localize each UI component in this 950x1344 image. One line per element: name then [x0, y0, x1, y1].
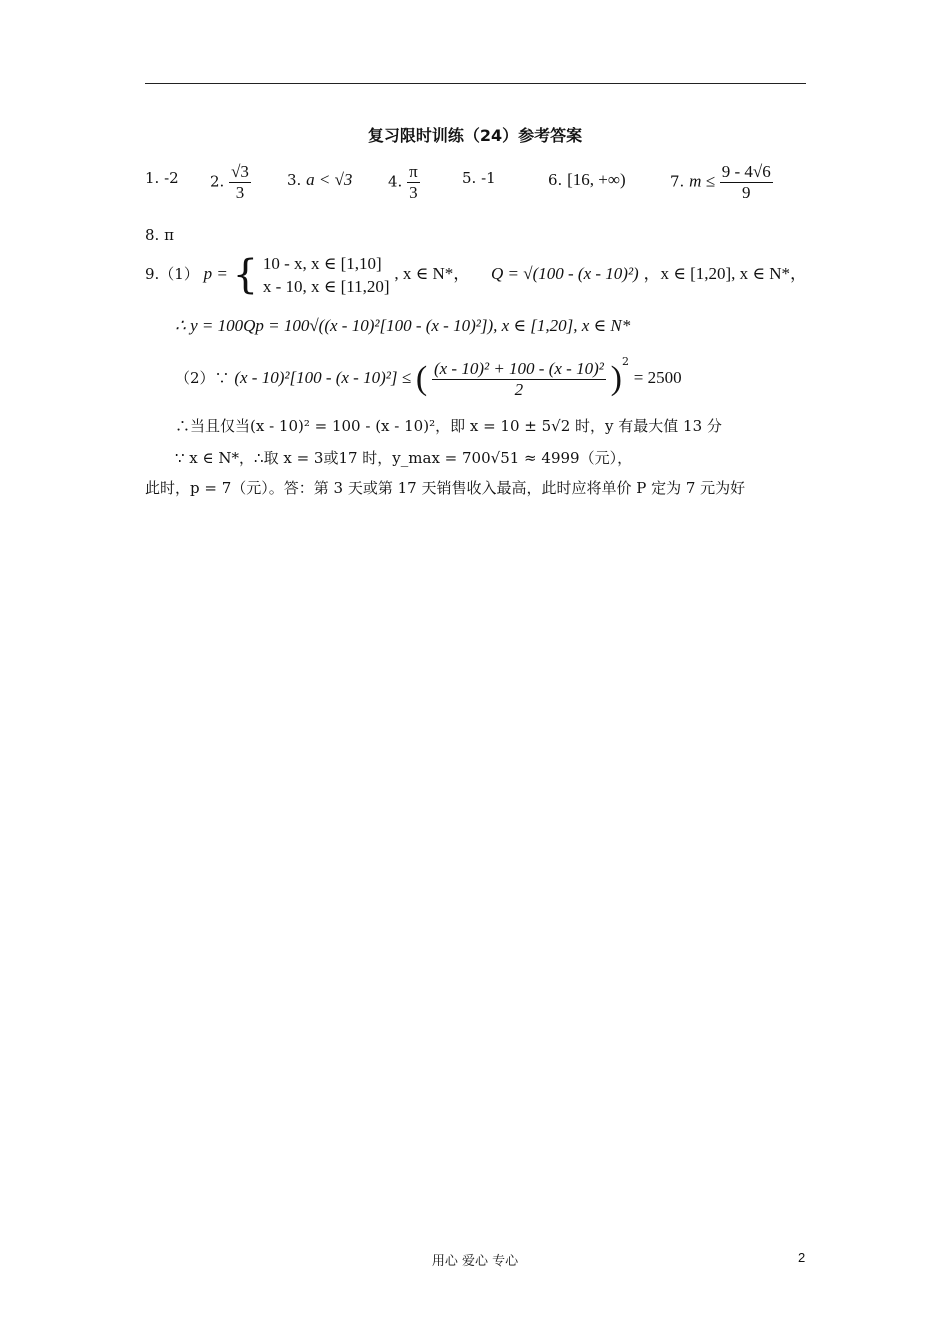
right-paren-icon: ): [610, 360, 622, 397]
q9-part2-label: （2）∵: [175, 369, 230, 387]
answer-2-denominator: 3: [235, 183, 245, 202]
p-tail: , x ∈ N*，: [394, 264, 471, 283]
part2-lhs: (x - 10)²[100 - (x - 10)²] ≤: [234, 368, 412, 387]
part2-numerator: (x - 10)² + 100 - (x - 10)²: [433, 358, 604, 378]
page-title: 复习限时训练（24）参考答案: [367, 126, 583, 145]
answer-2: [210, 162, 251, 203]
q9-part2: [175, 352, 682, 400]
y-definition: ∴ y = 100Qp = 100√((x - 10)²[100 - (x - 10)²]), x ∈ [1,20], x ∈ N*: [175, 316, 631, 335]
answer-4: [388, 162, 420, 203]
answer-5: 5. -1: [462, 169, 496, 187]
answer-6-expr: [16, +∞): [567, 170, 626, 189]
answer-4-fraction: [407, 162, 420, 203]
part2-denominator: 2: [514, 379, 524, 399]
answer-8: 8. π: [145, 226, 174, 244]
answer-7-fraction: [720, 162, 773, 203]
answer-1: 1. -2: [145, 169, 179, 187]
header-rule: [145, 83, 806, 84]
final-answer: 此时，p = 7（元）。答：第 3 天或第 17 天销售收入最高，此时应将单价 P 定为 7 元为好: [145, 479, 746, 497]
q-expr: Q = √(100 - (x - 10)²): [491, 264, 639, 283]
p-case-2: x - 10, x ∈ [11,20]: [262, 277, 390, 296]
q9-part1-label: 9.（1）: [145, 265, 199, 283]
answer-3: [287, 170, 352, 190]
p-case-1: 10 - x, x ∈ [1,10]: [262, 254, 382, 273]
answer-6: [548, 170, 626, 190]
part2-fraction: [432, 359, 606, 400]
square-exponent: 2: [621, 355, 629, 368]
footer-motto: 用心 爱心 专心: [431, 1254, 519, 1269]
answer-4-numerator: π: [409, 162, 418, 181]
equality-condition: ∴当且仅当(x - 10)² = 100 - (x - 10)²，即 x = 10 ± 5√2 时，y 有最大值 13 分: [175, 417, 722, 435]
answer-3-expr: a < √3: [306, 170, 353, 189]
answer-4-denominator: 3: [409, 183, 418, 202]
q-tail: ，x ∈ [1,20], x ∈ N*，: [643, 264, 808, 283]
answer-7: [670, 162, 773, 203]
page-number: 2: [798, 1250, 806, 1265]
integer-choice: ∵ x ∈ N*，∴取 x = 3或17 时，y_max = 700√51 ≈ 4999（元），: [175, 449, 633, 467]
answer-7-numerator: 9 - 4√6: [721, 162, 771, 181]
left-brace-icon: {: [232, 252, 259, 298]
answer-2-fraction: [229, 162, 251, 203]
answer-7-label: 7.: [670, 172, 685, 191]
answer-7-lhs: m ≤: [689, 171, 715, 191]
left-paren-icon: (: [415, 360, 428, 397]
p-lhs: p =: [203, 264, 228, 283]
answer-6-label: 6.: [548, 171, 563, 189]
answer-3-label: 3.: [287, 171, 302, 189]
answer-7-denominator: 9: [741, 183, 751, 202]
answer-2-numerator: √3: [231, 162, 249, 181]
p-cases: [263, 252, 390, 298]
part2-rhs: = 2500: [633, 368, 682, 387]
answer-4-label: 4.: [388, 172, 403, 191]
q9-part1: [145, 252, 807, 298]
answer-2-label: 2.: [210, 172, 225, 191]
